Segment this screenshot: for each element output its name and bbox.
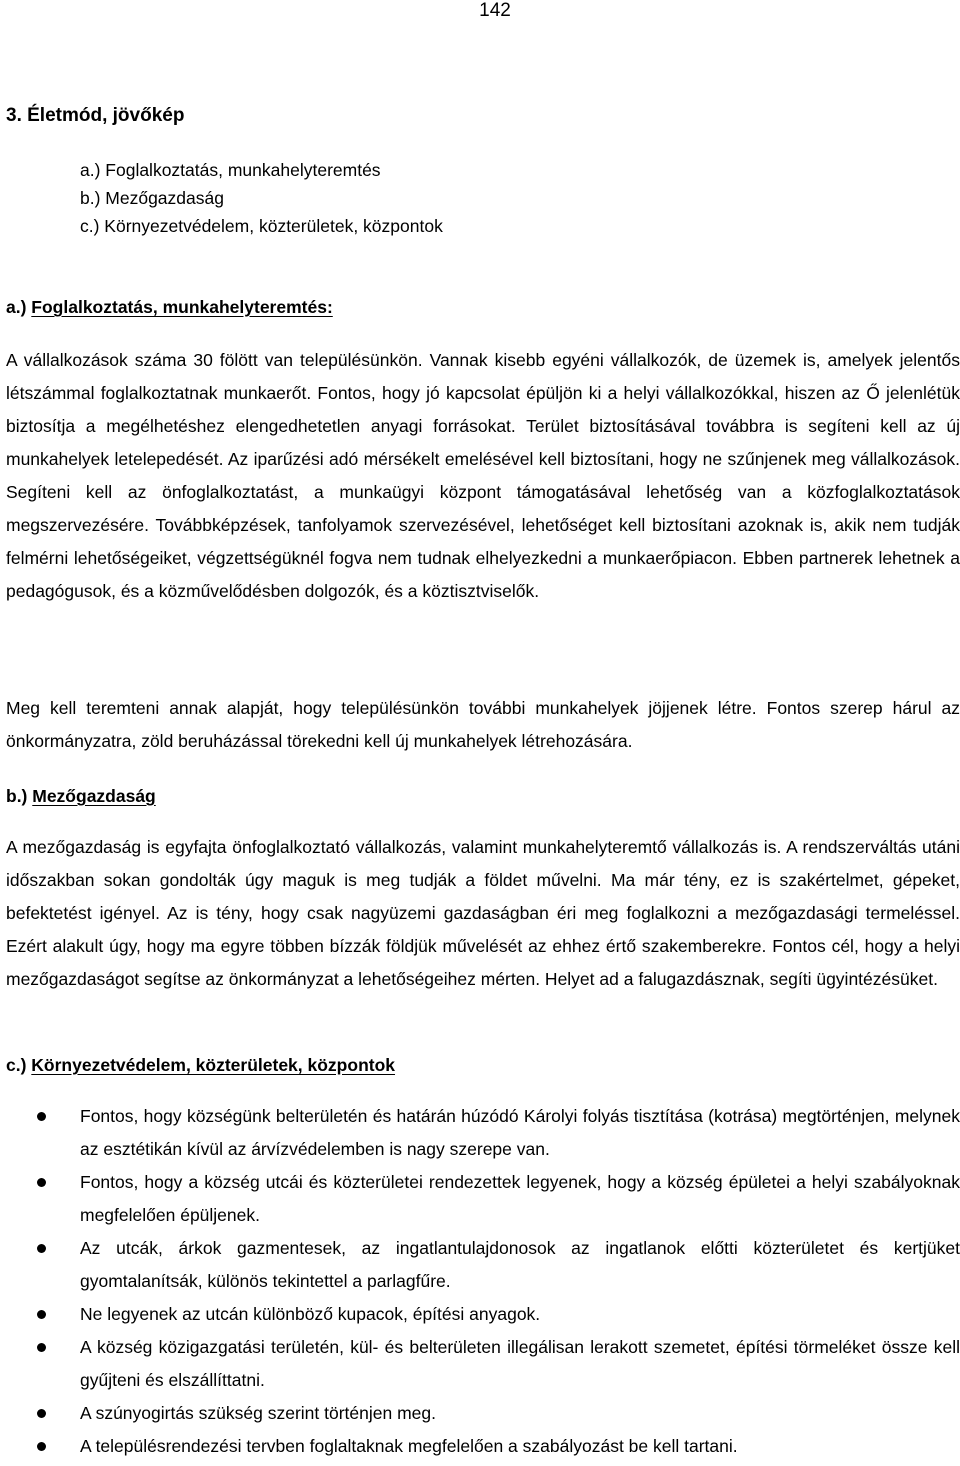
- section-c-heading: [6, 1052, 395, 1078]
- bullet-text: A szúnyogirtás szükség szerint történjen meg.: [80, 1403, 437, 1423]
- list-item: [0, 1166, 960, 1232]
- section-b-title: Mezőgazdaság: [32, 786, 156, 806]
- page-number: 142: [479, 0, 511, 21]
- bullet-text: Fontos, hogy a község utcái és közterületei rendezettek legyenek, hogy a község épületei a helyi szabályoknak megfelelően épüljenek.: [80, 1172, 960, 1225]
- section-b-heading: [6, 783, 156, 809]
- section-a-paragraph-1: A vállalkozások száma 30 fölött van településünkön. Vannak kisebb egyéni vállalkozók, de üzemek is, amelyek jelentős létszámmal foglalkoztatnak munkaerőt. Fontos, hogy jó kapcsolat épüljön ki a helyi vállalkozókkal, hiszen az Ő jelenlétük biztosítja a megélhetéshez elengedhetetlen anyagi forrásokat. Terület biztosításával továbbra is segíteni kell az új munkahelyek letelepedését. Az iparűzési adó mérsékelt emelésével kell biztosítani, hogy ne szűnjenek meg vállalkozások. Segíteni kell az önfoglalkoztatást, a munkaügyi központ támogatásával lehetőség van a közfoglalkoztatások megszervezésére. Továbbképzések, tanfolyamok szervezésével, lehetőséget kell biztosítani azoknak is, akik nem tudják felmérni lehetőségeiket, végzettségüknél fogva nem tudnak elhelyezkedni a munkaerőpiacon. Ebben partnerek lehetnek a pedagógusok, és a közművelődésben dolgozók, és a köztisztviselők.: [6, 350, 960, 601]
- section-a-heading: [6, 294, 333, 320]
- bullet-text: Az utcák, árkok gazmentesek, az ingatlantulajdonosok az ingatlanok előtti közterületet és kertjüket gyomtalanítsák, különös tekintettel a parlagfűre.: [80, 1238, 960, 1291]
- bullet-text: A község közigazgatási területén, kül- és belterületen illegálisan lerakott szemetet, építési törmeléket össze kell gyűjteni és elszállíttatni.: [80, 1337, 960, 1390]
- section-a-title: Foglalkoztatás, munkahelyteremtés:: [31, 297, 333, 317]
- chapter-title: 3. Életmód, jövőkép: [6, 105, 185, 126]
- section-a-prefix: a.): [6, 297, 32, 317]
- toc-item-a: a.) Foglalkoztatás, munkahelyteremtés: [80, 160, 381, 180]
- bullet-dot-icon: [37, 1112, 46, 1121]
- list-item: [0, 1331, 960, 1397]
- list-item: [0, 1100, 960, 1166]
- section-b-prefix: b.): [6, 786, 33, 806]
- section-c-title: Környezetvédelem, közterületek, központok: [31, 1055, 396, 1075]
- list-item: [0, 1397, 960, 1430]
- bullet-dot-icon: [37, 1343, 46, 1352]
- bullet-dot-icon: [37, 1310, 46, 1319]
- section-b-paragraph: A mezőgazdaság is egyfajta önfoglalkoztató vállalkozás, valamint munkahelyteremtő vállalkozás is. A rendszerváltás utáni időszakban sokan gondolták úgy maguk is meg tudják a földet művelni. Ma már tény, ez is szakértelmet, gépeket, befektetést igényel. Az is tény, hogy csak nagyüzemi gazdaságban éri meg foglalkozni a mezőgazdasági termeléssel. Ezért alakult úgy, hogy ma egyre többen bízzák földjük művelését az ehhez értő szakemberekre. Fontos cél, hogy a helyi mezőgazdaságot segítse az önkormányzat a lehetőségeihez mérten. Helyet ad a falugazdásznak, segíti ügyintézésüket.: [6, 837, 960, 989]
- bullet-dot-icon: [37, 1409, 46, 1418]
- bullet-text: Fontos, hogy községünk belterületén és határán húzódó Károlyi folyás tisztítása (kotrása) megtörténjen, melynek az esztétikán kívül az árvízvédelemben is nagy szerepe van.: [80, 1106, 960, 1159]
- bullet-dot-icon: [37, 1244, 46, 1253]
- toc-item-b: b.) Mezőgazdaság: [80, 188, 224, 208]
- bullet-text: A településrendezési tervben foglaltaknak megfelelően a szabályozást be kell tartani.: [80, 1436, 738, 1456]
- list-item: [0, 1298, 960, 1331]
- list-item: [0, 1430, 960, 1463]
- toc-item-c: c.) Környezetvédelem, közterületek, központok: [80, 216, 443, 236]
- table-of-contents: [80, 156, 443, 240]
- bullet-dot-icon: [37, 1178, 46, 1187]
- section-c-bullet-list: [0, 1100, 960, 1463]
- section-a-paragraph-2: Meg kell teremteni annak alapját, hogy településünkön további munkahelyek jöjjenek létre. Fontos szerep hárul az önkormányzatra, zöld beruházással törekedni kell új munkahelyek létrehozására.: [6, 698, 960, 751]
- section-c-prefix: c.): [6, 1055, 32, 1075]
- list-item: [0, 1232, 960, 1298]
- bullet-text: Ne legyenek az utcán különböző kupacok, építési anyagok.: [80, 1304, 541, 1324]
- bullet-dot-icon: [37, 1442, 46, 1451]
